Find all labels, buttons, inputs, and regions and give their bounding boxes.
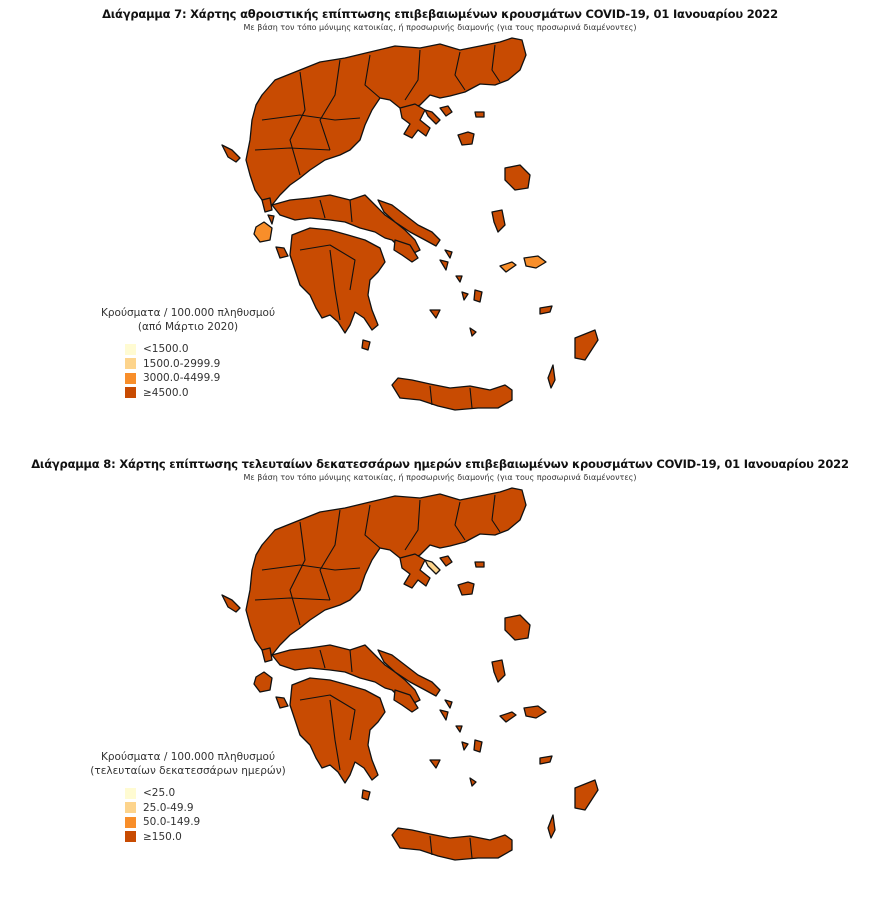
- athos-25-49: [425, 560, 440, 574]
- crete: [392, 828, 512, 860]
- tinos: [456, 726, 462, 732]
- lesvos: [505, 165, 530, 190]
- naxos: [474, 740, 482, 752]
- legend-label: 1500.0-2999.9: [143, 357, 221, 370]
- kefalonia: [254, 672, 272, 692]
- skyros: [445, 250, 452, 258]
- santorini: [470, 328, 476, 336]
- legend-title-line2: (από Μάρτιο 2020): [137, 321, 239, 333]
- legend-item: [125, 342, 298, 357]
- figure-7-title: Διάγραμμα 7: Χάρτης αθροιστικής επίπτωσης επιβεβαιωμένων κρουσμάτων COVID-19, 01 Ιανουαρίου 2022: [102, 7, 778, 21]
- legend-label: <25.0: [143, 787, 176, 800]
- kefalonia-3000-4499: [254, 222, 272, 242]
- legend-label: 3000.0-4499.9: [143, 372, 221, 385]
- samos-3000-4499: [524, 256, 546, 268]
- andros: [440, 710, 448, 720]
- legend-label: 25.0-49.9: [143, 801, 194, 814]
- lefkada: [262, 198, 272, 212]
- milos: [430, 760, 440, 768]
- kos: [540, 756, 552, 764]
- santorini: [470, 778, 476, 786]
- rhodes: [575, 780, 598, 810]
- swatch-bin3: [125, 373, 136, 384]
- figure-7-subtitle: Με βάση τον τόπο μόνιμης κατοικίας, ή προσωρινής διαμονής (για τους προσωρινά διαμένοντες): [243, 23, 637, 32]
- lefkada: [262, 648, 272, 662]
- corfu: [222, 145, 240, 162]
- naxos: [474, 290, 482, 302]
- chalkidiki: [400, 554, 430, 588]
- athos: [425, 110, 440, 124]
- ikaria-3000-4499: [500, 262, 516, 272]
- paros: [462, 292, 468, 300]
- swatch-bin4: [125, 387, 136, 398]
- chios: [492, 660, 505, 682]
- legend-title-line1: Κρούσματα / 100.000 πληθυσμού: [100, 751, 276, 763]
- mainland-north: [246, 38, 526, 205]
- swatch-bin1: [125, 344, 136, 355]
- swatch-bin1: [125, 788, 136, 799]
- chalkidiki: [400, 104, 430, 138]
- legend-item: [125, 786, 298, 801]
- greece-map-14day: [0, 450, 880, 916]
- ithaca: [268, 215, 274, 224]
- lemnos: [458, 582, 474, 595]
- lesvos: [505, 615, 530, 640]
- legend-label: 50.0-149.9: [143, 816, 201, 829]
- peloponnese: [290, 678, 385, 783]
- skyros: [445, 700, 452, 708]
- swatch-bin4: [125, 831, 136, 842]
- legend-item: [125, 357, 298, 372]
- peloponnese: [290, 228, 385, 333]
- legend-cumulative: [78, 306, 298, 400]
- samos: [524, 706, 546, 718]
- legend-label: <1500.0: [143, 343, 189, 356]
- legend-title-line1: Κρούσματα / 100.000 πληθυσμού: [100, 307, 276, 319]
- zakynthos: [276, 247, 288, 258]
- kythira: [362, 790, 370, 800]
- swatch-bin3: [125, 817, 136, 828]
- figure-cumulative-incidence: [0, 0, 880, 440]
- samothraki: [475, 562, 484, 567]
- kythira: [362, 340, 370, 350]
- swatch-bin2: [125, 802, 136, 813]
- legend-item: [125, 801, 298, 816]
- thasos: [440, 106, 452, 116]
- legend-label: ≥150.0: [143, 830, 182, 843]
- crete: [392, 378, 512, 410]
- figure-8-title: Διάγραμμα 8: Χάρτης επίπτωσης τελευταίων δεκατεσσάρων ημερών επιβεβαιωμένων κρουσμάτων COVID-19, 01 Ιανουαρίου 2022: [31, 457, 849, 471]
- kos: [540, 306, 552, 314]
- legend-items: [125, 786, 298, 844]
- legend-item: [125, 815, 298, 830]
- mainland-north: [246, 488, 526, 655]
- milos: [430, 310, 440, 318]
- tinos: [456, 276, 462, 282]
- figure-8-subtitle: Με βάση τον τόπο μόνιμης κατοικίας, ή προσωρινής διαμονής (για τους προσωρινά διαμένοντες): [243, 473, 637, 482]
- samothraki: [475, 112, 484, 117]
- karpathos: [548, 365, 555, 388]
- rhodes: [575, 330, 598, 360]
- paros: [462, 742, 468, 750]
- figure-14day-incidence: [0, 450, 880, 916]
- legend-item: [125, 386, 298, 401]
- legend-item: [125, 830, 298, 845]
- legend-title-line2: (τελευταίων δεκατεσσάρων ημερών): [90, 765, 286, 777]
- lemnos: [458, 132, 474, 145]
- corfu: [222, 595, 240, 612]
- legend-14day: [78, 750, 298, 844]
- legend-label: ≥4500.0: [143, 386, 189, 399]
- andros: [440, 260, 448, 270]
- thasos: [440, 556, 452, 566]
- legend-item: [125, 371, 298, 386]
- ikaria: [500, 712, 516, 722]
- chios: [492, 210, 505, 232]
- swatch-bin2: [125, 358, 136, 369]
- karpathos: [548, 815, 555, 838]
- legend-items: [125, 342, 298, 400]
- zakynthos: [276, 697, 288, 708]
